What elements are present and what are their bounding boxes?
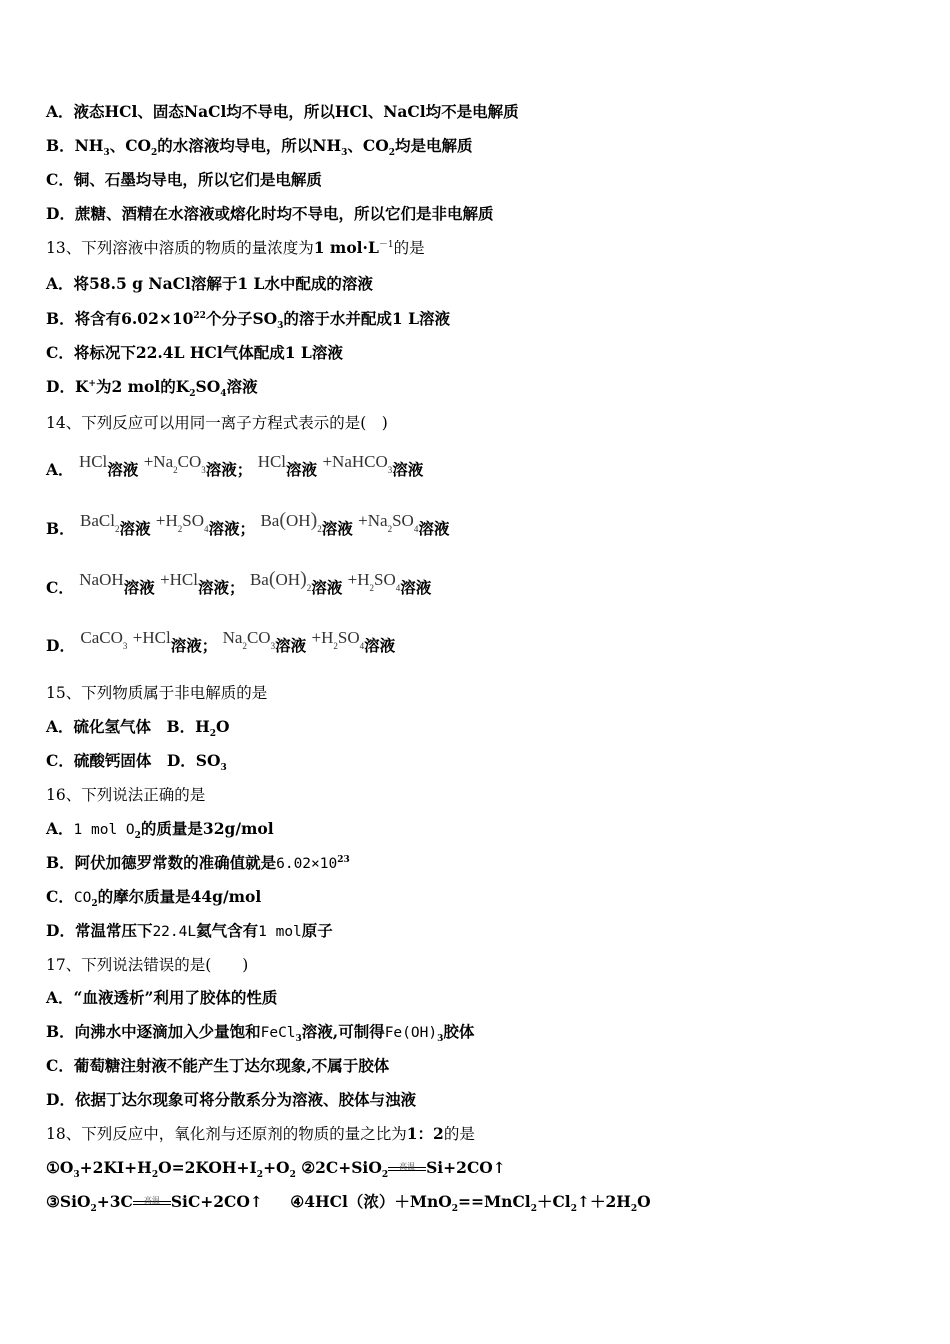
q12-option-a: A．液态HCl、固态NaCl均不导电，所以HCl、NaCl均不是电解质 bbox=[46, 102, 519, 121]
q14-option-b: B． BaCl$_2$溶液 $+H_2SO_4$溶液； $Ba(OH)_2$溶液 $+Na_2SO_4$溶液 bbox=[46, 509, 450, 538]
q18-stem: 18、下列反应中，氧化剂与还原剂的物质的量之比为1：2的是 bbox=[46, 1124, 475, 1143]
q13-option-a: A．将58.5 g NaCl溶解于1 L水中配成的溶液 bbox=[46, 274, 373, 293]
q13-stem: 13、下列溶液中溶质的物质的量浓度为1 $mol\cdot L^{-1}$的是 bbox=[46, 238, 425, 257]
q18-reactions-1-2: $①O_3+2KI+H_2O=2KOH+I_2+O_2$ ②2C+SiO$_2$ 高温 Si+2CO↑ bbox=[46, 1158, 506, 1181]
q14-option-a: A． HCl溶液 $+Na_2CO_3$溶液； HCl溶液 +NaHCO$_3$溶液 bbox=[46, 452, 424, 479]
q17-option-d: D．依据丁达尔现象可将分散系分为溶液、胶体与浊液 bbox=[46, 1090, 416, 1109]
q16-option-a: A．1 mol $O_2$的质量是32g/mol bbox=[46, 819, 274, 842]
q17-option-a: A．“血液透析”利用了胶体的性质 bbox=[46, 988, 278, 1007]
q18-reactions-3-4: ③SiO$_2$+3C 高温 SiC+2CO↑ ④4HCl（浓）$+MnO_2==MnCl_2+Cl_2↑+2H_2O$ bbox=[46, 1192, 651, 1215]
reaction-condition: 高温 bbox=[133, 1201, 171, 1205]
q12-option-c: C．铜、石墨均导电，所以它们是电解质 bbox=[46, 170, 322, 189]
q16-option-c: C．$CO_2$的摩尔质量是44g/mol bbox=[46, 887, 262, 910]
q12-option-b: B．$NH_3$、$CO_2$的水溶液均导电，所以$NH_3$、$CO_2$均是电解质 bbox=[46, 136, 473, 159]
q13-option-b: B．将含有$6.02\times 10^{22}$个分子$SO_3$的溶于水并配成1 L溶液 bbox=[46, 309, 451, 332]
q15-options-cd: C．硫酸钙固体 D．$SO_3$ bbox=[46, 751, 227, 774]
q13-option-c: C．将标况下22.4L HCl气体配成1 L溶液 bbox=[46, 343, 343, 362]
q15-options-ab: A．硫化氢气体 B．$H_2O$ bbox=[46, 717, 230, 740]
q13-option-d: D．K+为2 mol的$K_2SO_4$溶液 bbox=[46, 377, 258, 400]
q12-option-d: D．蔗糖、酒精在水溶液或熔化时均不导电，所以它们是非电解质 bbox=[46, 204, 494, 223]
q14-stem: 14、下列反应可以用同一离子方程式表示的是( ) bbox=[46, 414, 388, 432]
q17-option-b: B．向沸水中逐滴加入少量饱和FeCl$_3$溶液,可制得$Fe(OH)_3$胶体 bbox=[46, 1022, 475, 1045]
q16-stem: 16、下列说法正确的是 bbox=[46, 786, 206, 804]
q14-option-d: D． CaCO$_3$ +HCl溶液； $Na_2CO_3$溶液 $+H_2SO_4$溶液 bbox=[46, 628, 396, 655]
q16-option-d: D．常温常压下22.4L氦气含有1 mol原子 bbox=[46, 921, 333, 940]
q16-option-b: B．阿伏加德罗常数的准确值就是$6.02\times 10^{23}$ bbox=[46, 853, 350, 872]
q14-option-c: C． NaOH溶液 +HCl溶液； $Ba(OH)_2$溶液 $+H_2SO_4$溶液 bbox=[46, 568, 432, 597]
q17-stem: 17、下列说法错误的是( ) bbox=[46, 956, 249, 974]
reaction-condition: 高温 bbox=[388, 1167, 426, 1171]
q17-option-c: C．葡萄糖注射液不能产生丁达尔现象,不属于胶体 bbox=[46, 1056, 390, 1075]
q15-stem: 15、下列物质属于非电解质的是 bbox=[46, 684, 268, 702]
